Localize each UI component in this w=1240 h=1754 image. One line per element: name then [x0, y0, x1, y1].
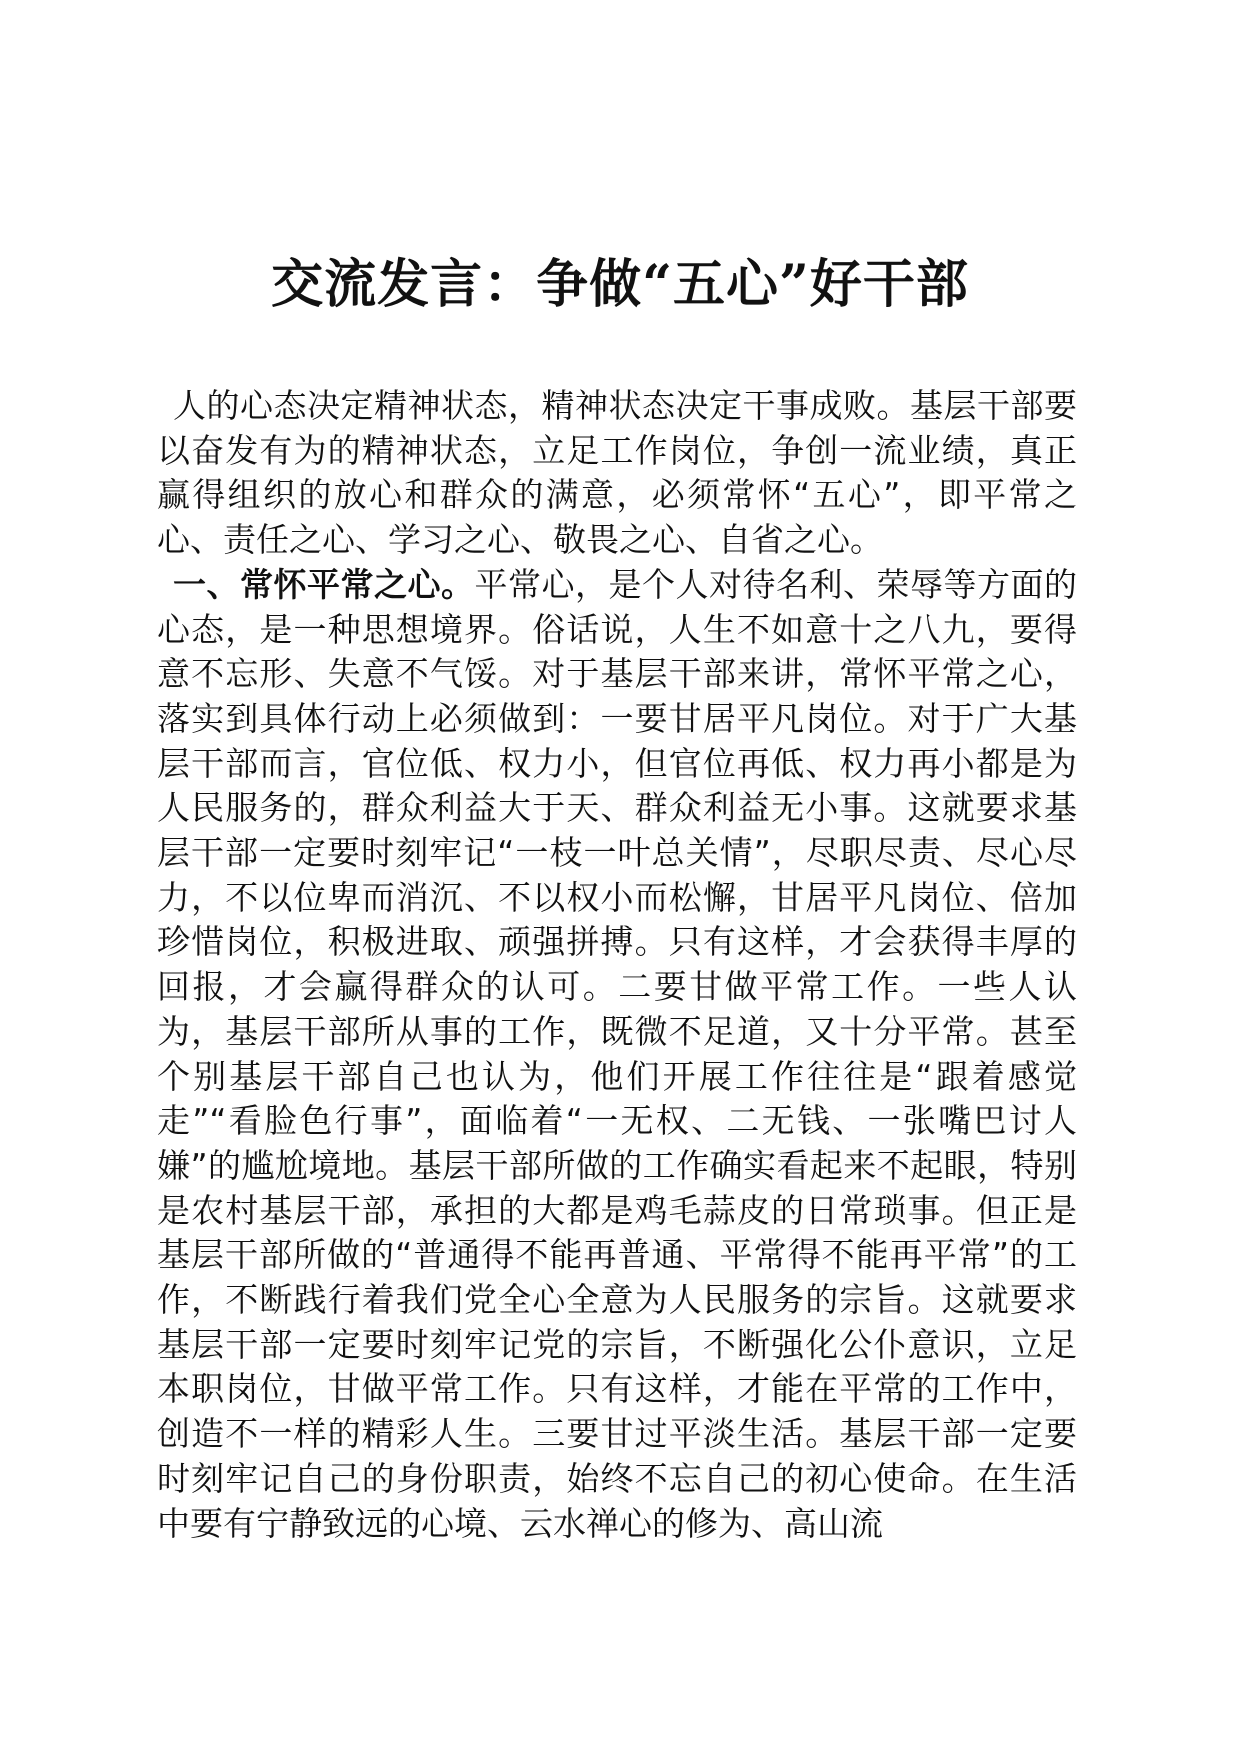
document-body	[157, 384, 1077, 1546]
section-1-body: 平常心，是个人对待名利、荣辱等方面的心态，是一种思想境界。俗话说，人生不如意十之八九，要得意不忘形、失意不气馁。对于基层干部来讲，常怀平常之心，落实到具体行动上必须做到：一要甘居平凡岗位。对于广大基层干部而言，官位低、权力小，但官位再低、权力再小都是为人民服务的，群众利益大于天、群众利益无小事。这就要求基层干部一定要时刻牢记“一枝一叶总关情”，尽职尽责、尽心尽力，不以位卑而消沉、不以权小而松懈，甘居平凡岗位、倍加珍惜岗位，积极进取、顽强拼搏。只有这样，才会获得丰厚的回报，才会赢得群众的认可。二要甘做平常工作。一些人认为，基层干部所从事的工作，既微不足道，又十分平常。甚至个别基层干部自己也认为，他们开展工作往往是“跟着感觉走”“看脸色行事”，面临着“一无权、二无钱、一张嘴巴讨人嫌”的尴尬境地。基层干部所做的工作确实看起来不起眼，特别是农村基层干部，承担的大都是鸡毛蒜皮的日常琐事。但正是基层干部所做的“普通得不能再普通、平常得不能再平常”的工作，不断践行着我们党全心全意为人民服务的宗旨。这就要求基层干部一定要时刻牢记党的宗旨，不断强化公仆意识，立足本职岗位，甘做平常工作。只有这样，才能在平常的工作中，创造不一样的精彩人生。三要甘过平淡生活。基层干部一定要时刻牢记自己的身份职责，始终不忘自己的初心使命。在生活中要有宁静致远的心境、云水禅心的修为、高山流	[157, 564, 1077, 1543]
document-title: 交流发言：争做“五心”好干部	[271, 254, 969, 315]
section-1-paragraph	[157, 563, 1077, 1546]
intro-paragraph: 人的心态决定精神状态，精神状态决定干事成败。基层干部要以奋发有为的精神状态，立足工作岗位，争创一流业绩，真正赢得组织的放心和群众的满意，必须常怀“五心”，即平常之心、责任之心、学习之心、敬畏之心、自省之心。	[157, 386, 1077, 560]
section-1-heading: 一、常怀平常之心。	[173, 564, 475, 604]
